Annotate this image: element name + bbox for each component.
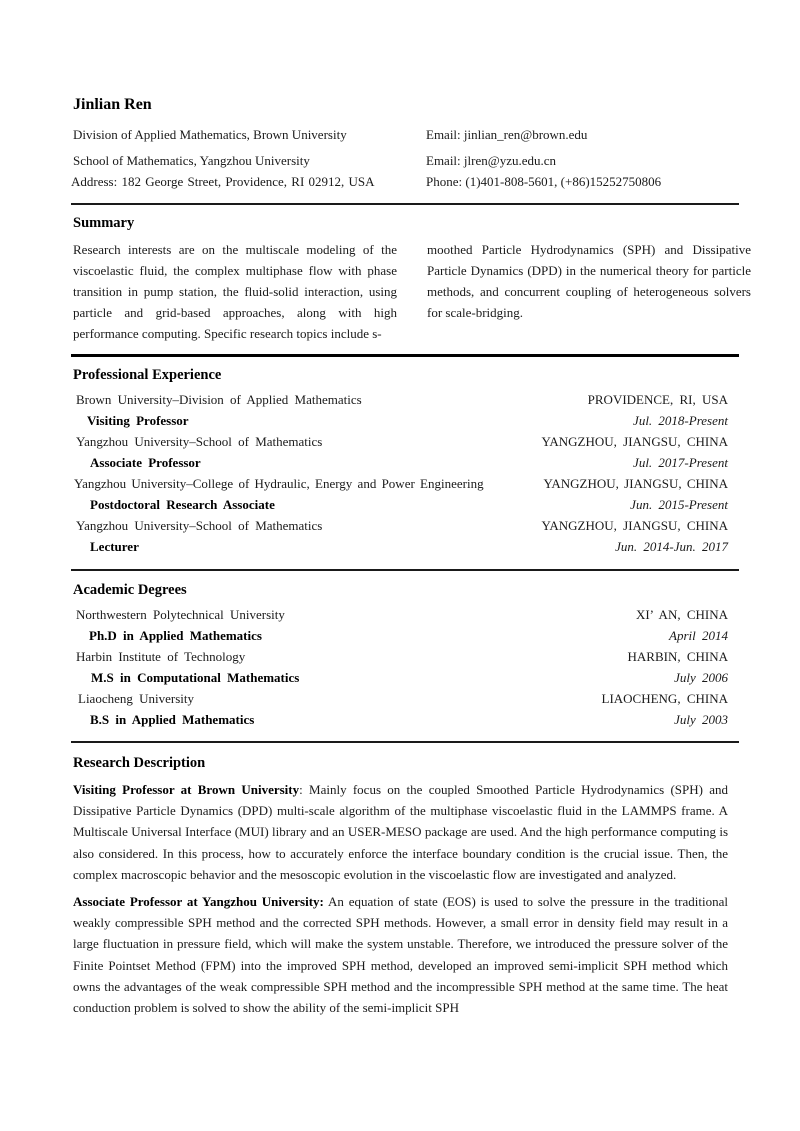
research-paragraph-lead: Associate Professor at Yangzhou University: [73,894,324,910]
degree-title-row [76,712,728,733]
summary-left-column [73,239,397,344]
experience-org-row [76,518,728,539]
experience-org: Yangzhou University–School of Mathematics [76,518,323,533]
research-paragraph [73,891,728,1018]
experience-dates: Jul. 2018-Present [633,413,728,428]
experience-dates: Jun. 2015-Present [630,497,728,512]
experience-dates: Jul. 2017-Present [633,455,728,470]
experience-org-row [76,434,728,455]
summary-text-right: moothed Particle Hydrodynamics (SPH) and Dissipative Particle Dynamics (DPD) in the numerical theory for particle methods, and concurrent coupling of heterogeneous solvers for scale-bridging. [427,242,751,320]
email-brown: Email: jinlian_ren@brown.edu [426,127,588,142]
research-paragraph-lead: Visiting Professor at Brown University [73,782,300,797]
degree-date: July 2006 [674,670,728,685]
person-name: Jinlian Ren [73,96,152,113]
degree-school-row [76,649,728,670]
experience-org: Yangzhou University–School of Mathematics [76,434,323,449]
divider [71,203,739,205]
summary-right-column [427,239,751,323]
affiliation-yangzhou: School of Mathematics, Yangzhou University [73,153,310,168]
degree-location: XI’ AN, CHINA [635,607,728,622]
degree-title-row [76,628,728,649]
experience-location: YANGZHOU, JIANGSU, CHINA [541,434,728,449]
degree-date: April 2014 [669,628,728,643]
summary-text-left: Research interests are on the multiscale modeling of the viscoelastic fluid, the complex multiphase flow with phase transition in pump station, the fluid-solid interaction, using particle and grid-based approaches, along with high performance computing. Specific research topics include s- [73,242,397,341]
degree-school-row [76,691,728,712]
research-body [73,779,728,1024]
research-paragraph [73,779,728,885]
experience-role-row [76,455,728,476]
experience-role-row [76,539,728,560]
divider [71,354,739,357]
degree-title-row [76,670,728,691]
research-paragraph-text: : Mainly focus on the coupled Smoothed Particle Hydrodynamics (SPH) and Dissipative Particle Dynamics (DPD) multi-scale algorithm of the multiphase viscoelastic fluid in the LAMMPS frame. A Multiscale Universal Interface (MUI) library and an USER-MESO package are used. And the high performance computing is also considered. In this process, how to accurately enforce the interface boundary condition is the crucial issue. Then, the complex macroscopic behavior and the mesoscopic evolution in the viscoelastic flow are investigated and analyzed. [73,782,728,882]
experience-role: Visiting Professor [87,413,189,428]
experience-location: YANGZHOU, JIANGSU, CHINA [543,476,728,491]
experience-heading: Professional Experience [73,367,222,383]
degrees-heading: Academic Degrees [73,582,187,598]
degree-school: Northwestern Polytechnical University [76,607,285,622]
experience-location: PROVIDENCE, RI, USA [587,392,728,407]
degree-location: LIAOCHENG, CHINA [601,691,728,706]
experience-org: Yangzhou University–College of Hydraulic, Energy and Power Engineering [74,476,484,491]
experience-role: Lecturer [90,539,139,554]
research-paragraph-text: An equation of state (EOS) is used to solve the pressure in the traditional weakly compressible SPH method and the corrected SPH methods. However, a small error in density field may result in a large fluctuation in pressure field, which will make the system unstable. Therefore, we introduced the pressure solver of the Finite Pointset Method (FPM) into the improved SPH method, developed an improved semi-implicit SPH method which owns the advantages of the weak compressible SPH method and the incompressible SPH method at the same time. The heat conduction problem is solved to show the ability of the semi-implicit SPH [73,894,728,1016]
affiliation-brown: Division of Applied Mathematics, Brown University [73,127,347,142]
research-heading: Research Description [73,755,206,771]
degree-date: July 2003 [674,712,728,727]
experience-org-row [76,476,728,497]
experience-role: Associate Professor [90,455,201,470]
experience-location: YANGZHOU, JIANGSU, CHINA [541,518,728,533]
experience-org: Brown University–Division of Applied Mathematics [76,392,362,407]
degree-school: Harbin Institute of Technology [76,649,246,664]
address: Address: 182 George Street, Providence, RI 02912, USA [71,174,375,189]
experience-dates: Jun. 2014-Jun. 2017 [615,539,728,554]
experience-role-row [76,413,728,434]
experience-org-row [76,392,728,413]
email-yzu: Email: jlren@yzu.edu.cn [426,153,557,168]
summary-heading: Summary [73,215,135,231]
degree-title: M.S in Computational Mathematics [91,670,300,685]
divider [71,741,739,743]
degree-title: Ph.D in Applied Mathematics [89,628,262,643]
degree-school-row [76,607,728,628]
degree-location: HARBIN, CHINA [627,649,728,664]
degree-title: B.S in Applied Mathematics [90,712,255,727]
degree-school: Liaocheng University [78,691,194,706]
divider [71,569,739,571]
experience-role: Postdoctoral Research Associate [90,497,275,512]
phone: Phone: (1)401-808-5601, (+86)15252750806 [426,174,662,189]
experience-role-row [76,497,728,518]
